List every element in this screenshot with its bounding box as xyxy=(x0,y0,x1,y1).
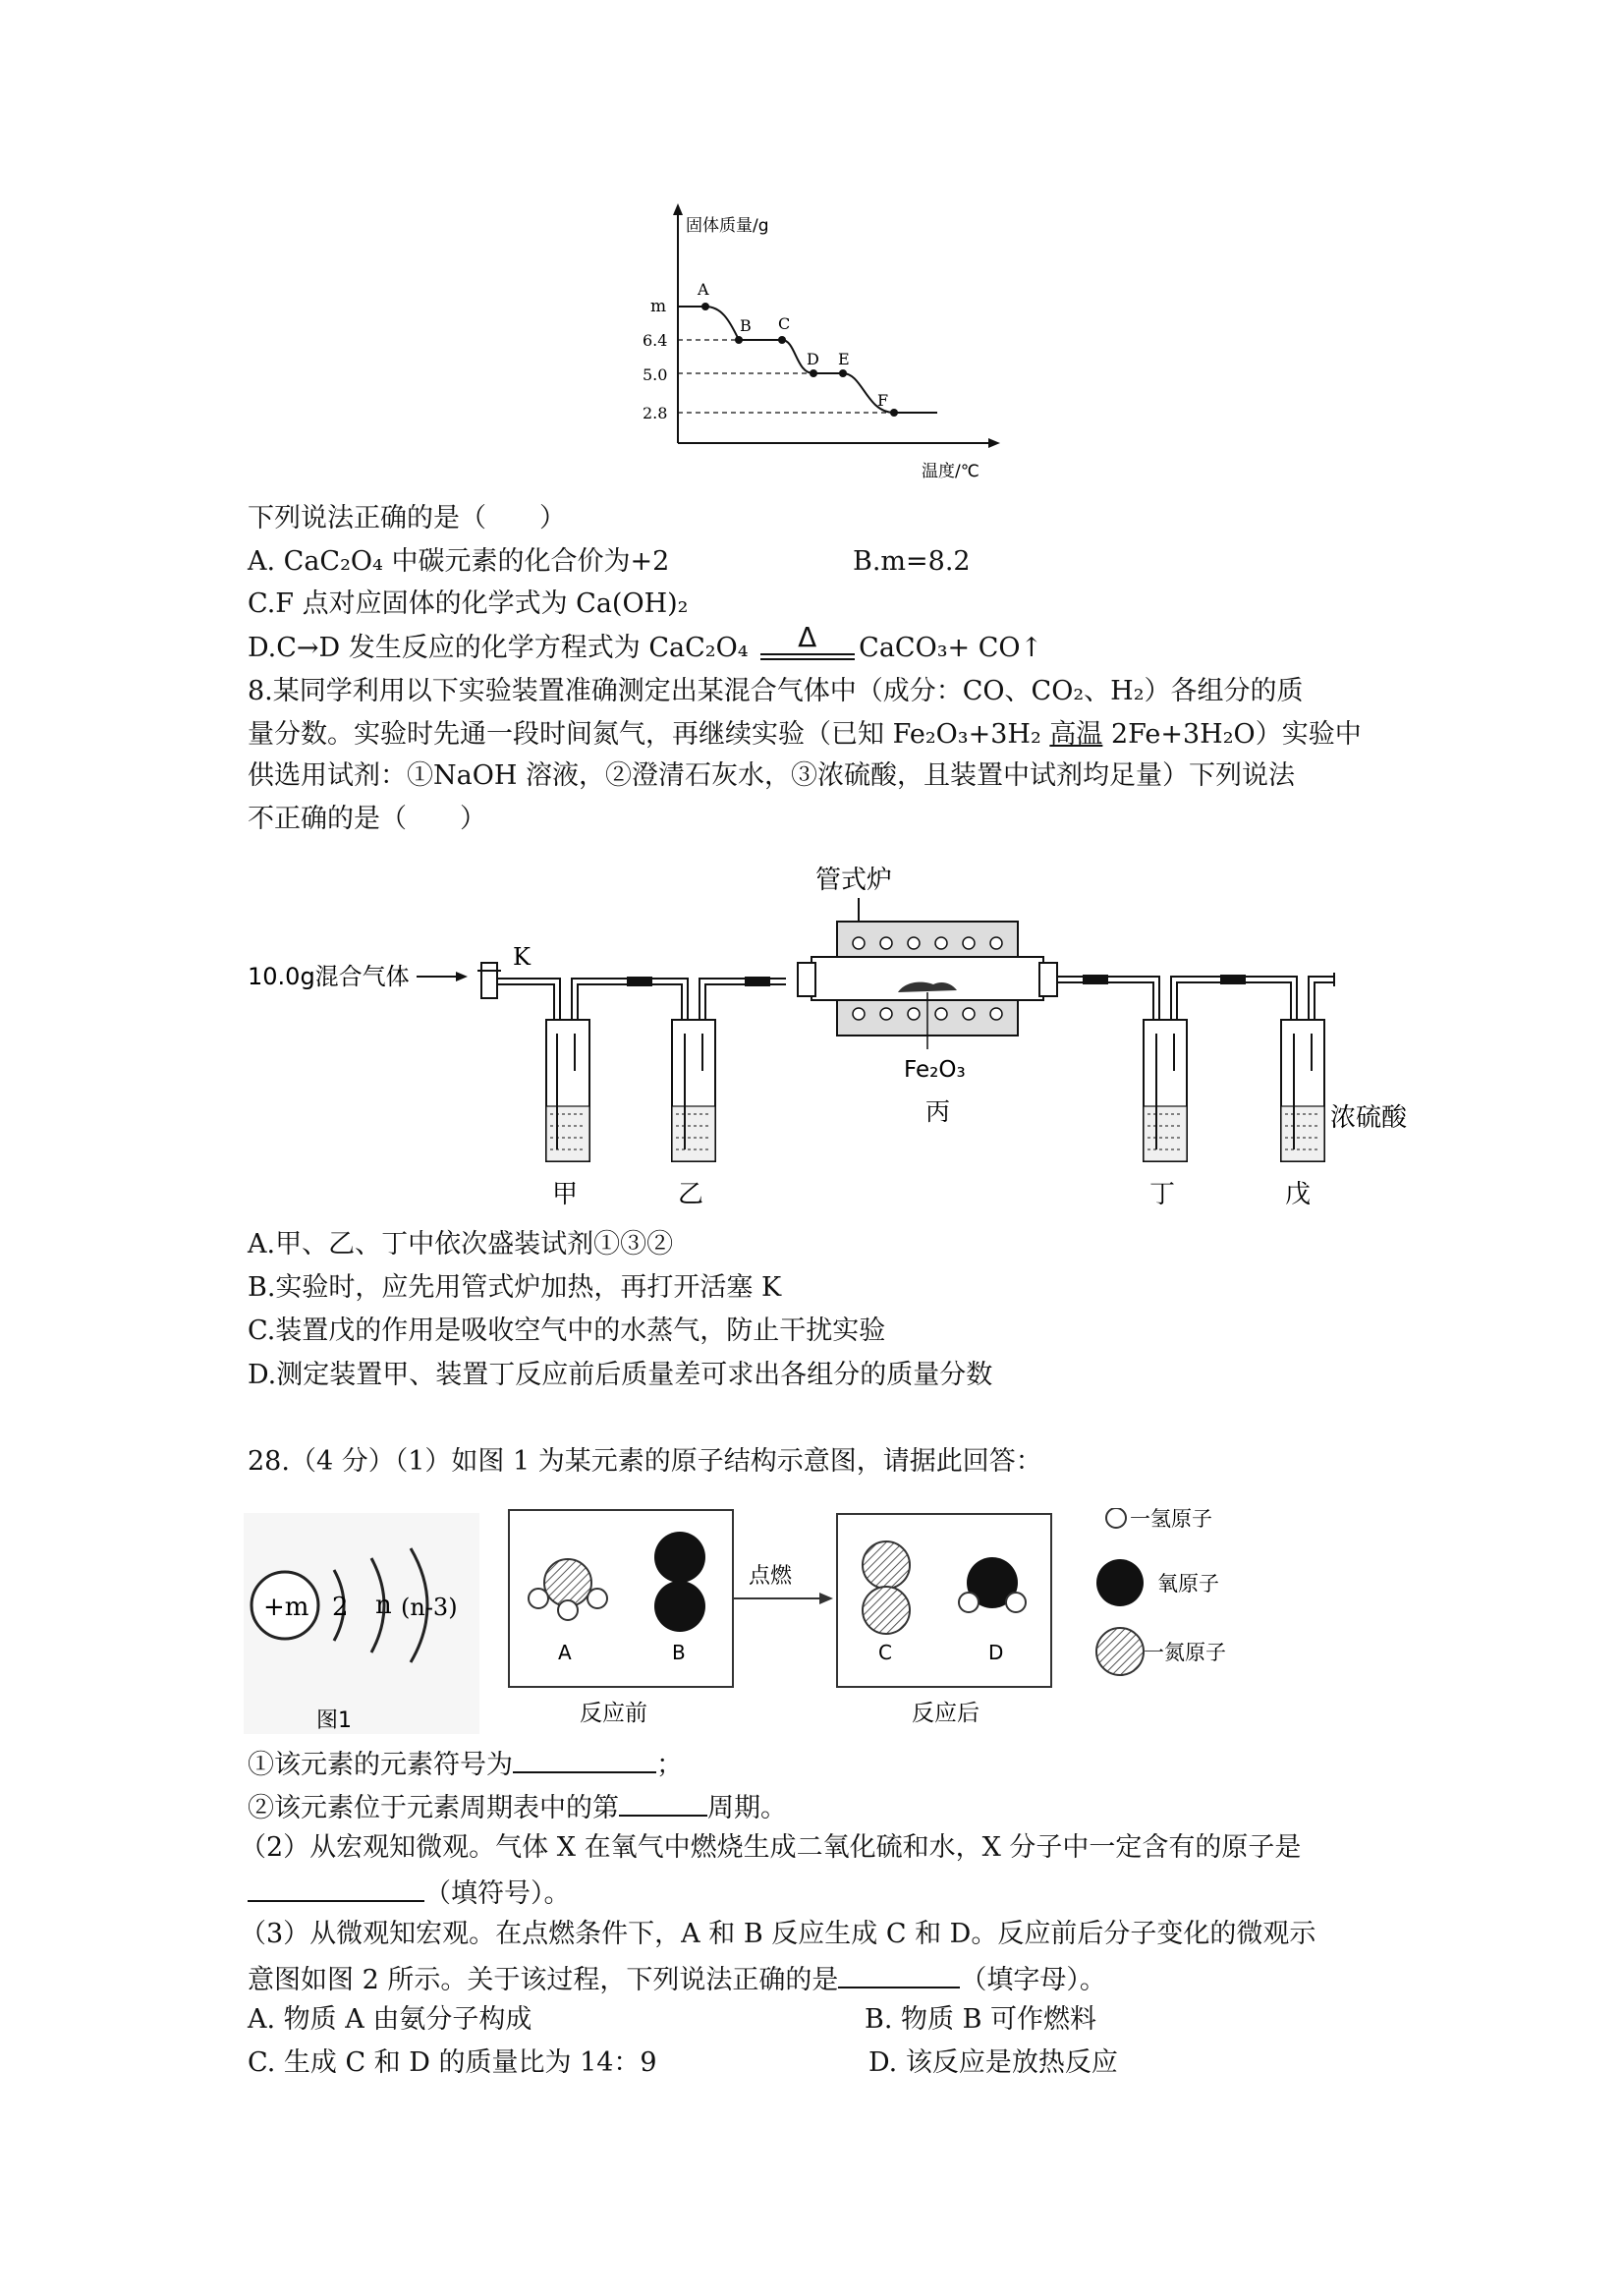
label-ding: 丁 xyxy=(1149,1180,1176,1209)
point-c xyxy=(778,336,786,344)
q28-1-1-text: ①该元素的元素符号为 xyxy=(248,1750,513,1780)
legend-h-label: 一氢原子 xyxy=(1130,1508,1212,1531)
q28-option-b: B. 物质 B 可作燃料 xyxy=(865,2004,1097,2035)
heat-condition xyxy=(760,620,855,664)
q7-stem: 下列说法正确的是（ ） xyxy=(248,503,566,533)
label-a: A xyxy=(698,280,709,299)
q28-option-c: C. 生成 C 和 D 的质量比为 14：9 xyxy=(248,2047,657,2078)
label-f: F xyxy=(877,391,889,410)
label-d: D xyxy=(988,1641,1004,1664)
q8-line-2-pre: 量分数。实验时先通一段时间氮气，再继续实验（已知 Fe₂O₃+3H₂ xyxy=(248,719,1041,750)
y-tick-6.4: 6.4 xyxy=(643,331,668,350)
shell-2-electrons: n xyxy=(375,1591,392,1620)
connector-3 xyxy=(1083,975,1108,984)
q8-line-2 xyxy=(248,718,1362,752)
q7-option-d-text: D.C→D 发生反应的化学方程式为 CaC₂O₄ xyxy=(248,633,749,663)
label-b: B xyxy=(740,316,752,335)
q8-option-c: C.装置戊的作用是吸收空气中的水蒸气，防止干扰实验 xyxy=(248,1316,886,1346)
answer-blank-symbol[interactable] xyxy=(513,1746,656,1773)
q7-option-d-product: CaCO₃+ CO↑ xyxy=(859,633,1043,663)
high-temp-condition: 高温 xyxy=(1049,719,1103,750)
q28-1-2-end: 周期。 xyxy=(707,1793,787,1823)
legend-o-icon xyxy=(1096,1559,1144,1606)
label-jia: 甲 xyxy=(552,1180,579,1209)
bottle-wu xyxy=(1281,1020,1324,1161)
label-c: C xyxy=(878,1641,892,1664)
q7-option-b: B.m=8.2 xyxy=(853,546,971,577)
q8-option-a: A.甲、乙、丁中依次盛装试剂①③② xyxy=(248,1229,674,1260)
connector-4 xyxy=(1220,975,1246,984)
answer-blank-choice[interactable] xyxy=(838,1961,960,1988)
answer-blank-atoms[interactable] xyxy=(248,1875,424,1902)
answer-blank-period[interactable] xyxy=(619,1789,707,1817)
y-tick-5.0: 5.0 xyxy=(643,365,668,384)
q28-1-1-end: ； xyxy=(656,1750,683,1780)
label-b: B xyxy=(672,1641,686,1664)
q28-1-1 xyxy=(248,1746,683,1782)
q8-line-4: 不正确的是（ ） xyxy=(248,804,486,834)
connector-1 xyxy=(627,977,652,986)
shell-1-electrons: 2 xyxy=(332,1593,349,1622)
q28-3-line-2-text: 意图如图 2 所示。关于该过程，下列说法正确的是 xyxy=(248,1965,839,1995)
reaction-arrow-head xyxy=(819,1593,833,1604)
q28-2-line-2-text: （填符号）。 xyxy=(424,1878,571,1909)
q28-2-line-1: （2）从宏观知微观。气体 X 在氧气中燃烧生成二氧化硫和水，X 分子中一定含有的原子是 xyxy=(240,1832,1302,1863)
y-tick-2.8: 2.8 xyxy=(643,404,668,422)
furnace-name: 丙 xyxy=(925,1097,951,1126)
gas-arrow-head xyxy=(456,972,468,981)
arrow-label: 点燃 xyxy=(749,1564,793,1589)
before-caption: 反应前 xyxy=(580,1701,647,1726)
q28-3-line-2 xyxy=(248,1961,1106,1997)
x-axis-label: 温度/℃ xyxy=(922,462,979,481)
stopper-right xyxy=(1039,963,1057,996)
legend-o-label: 氧原子 xyxy=(1157,1572,1219,1596)
y-tick-m: m xyxy=(650,297,667,316)
bottle-ding xyxy=(1144,1020,1187,1161)
eq-line-top xyxy=(760,653,855,655)
atom-structure-figure xyxy=(244,1513,479,1734)
micro-reaction-figure xyxy=(503,1508,1250,1734)
q28-3-line-1: （3）从微观知宏观。在点燃条件下，A 和 B 反应生成 C 和 D。反应前后分子变化的微观示 xyxy=(240,1919,1316,1949)
q7-option-c: C.F 点对应固体的化学式为 Ca(OH)₂ xyxy=(248,588,689,619)
nucleus-charge: +m xyxy=(263,1593,309,1622)
point-a xyxy=(701,303,709,310)
y-axis-label: 固体质量/g xyxy=(686,216,769,236)
label-yi: 乙 xyxy=(678,1180,704,1209)
q8-line-2-post: 2Fe+3H₂O）实验中 xyxy=(1110,719,1362,750)
delta-symbol: Δ xyxy=(798,620,817,653)
label-d: D xyxy=(807,350,819,368)
gas-label: 10.0g混合气体 xyxy=(248,963,410,990)
point-e xyxy=(839,369,847,377)
legend-h-icon xyxy=(1106,1508,1126,1528)
apparatus-diagram xyxy=(246,855,1425,1218)
tube-ding-wu xyxy=(1171,977,1297,1034)
label-a: A xyxy=(558,1641,572,1664)
valve-label: K xyxy=(513,943,531,971)
q28-1-2-text: ②该元素位于元素周期表中的第 xyxy=(248,1793,619,1823)
q8-option-b: B.实验时，应先用管式炉加热，再打开活塞 K xyxy=(248,1272,782,1303)
q28-option-a: A. 物质 A 由氨分子构成 xyxy=(248,2004,532,2035)
point-d xyxy=(810,369,817,377)
furnace-label: 管式炉 xyxy=(815,866,893,895)
eq-line-bottom xyxy=(760,658,855,660)
mass-temperature-graph xyxy=(599,201,1012,486)
after-caption: 反应后 xyxy=(912,1701,979,1726)
point-f xyxy=(890,409,898,417)
bottle-yi xyxy=(672,1020,715,1161)
q7-option-d xyxy=(248,620,1043,665)
label-e: E xyxy=(838,350,850,368)
q8-line-3: 供选用试剂：①NaOH 溶液，②澄清石灰水，③浓硫酸，且装置中试剂均足量）下列说法 xyxy=(248,760,1295,791)
x-axis-arrow xyxy=(988,438,1000,448)
q8-option-d: D.测定装置甲、装置丁反应前后质量差可求出各组分的质量分数 xyxy=(248,1360,993,1390)
q28-3-line-2-end: （填字母）。 xyxy=(960,1965,1106,1995)
label-wu: 戊 xyxy=(1285,1180,1312,1209)
bottle-jia xyxy=(546,1020,589,1161)
legend-n-label: 一氮原子 xyxy=(1144,1641,1226,1664)
point-b xyxy=(735,336,743,344)
valve-k xyxy=(481,963,497,998)
q8-line-1: 8.某同学利用以下实验装置准确测定出某混合气体中（成分：CO、CO₂、H₂）各组分的质 xyxy=(248,676,1304,706)
acid-label: 浓硫酸 xyxy=(1330,1103,1408,1133)
reagent-label: Fe₂O₃ xyxy=(904,1057,966,1083)
q28-heading: 28.（4 分）（1）如图 1 为某元素的原子结构示意图，请据此回答： xyxy=(248,1446,1042,1477)
q28-option-d: D. 该反应是放热反应 xyxy=(868,2047,1118,2078)
shell-3-electrons: (n-3) xyxy=(401,1594,458,1621)
connector-2 xyxy=(745,977,770,986)
stopper-left xyxy=(798,963,815,996)
q7-option-a: A. CaC₂O₄ 中碳元素的化合价为+2 xyxy=(248,546,670,577)
q28-1-2 xyxy=(248,1789,787,1825)
label-c: C xyxy=(778,314,791,333)
legend-n-icon xyxy=(1096,1628,1144,1675)
figure-1-caption: 图1 xyxy=(316,1708,352,1733)
y-axis-arrow xyxy=(673,203,683,215)
q28-2-line-2 xyxy=(248,1875,571,1911)
